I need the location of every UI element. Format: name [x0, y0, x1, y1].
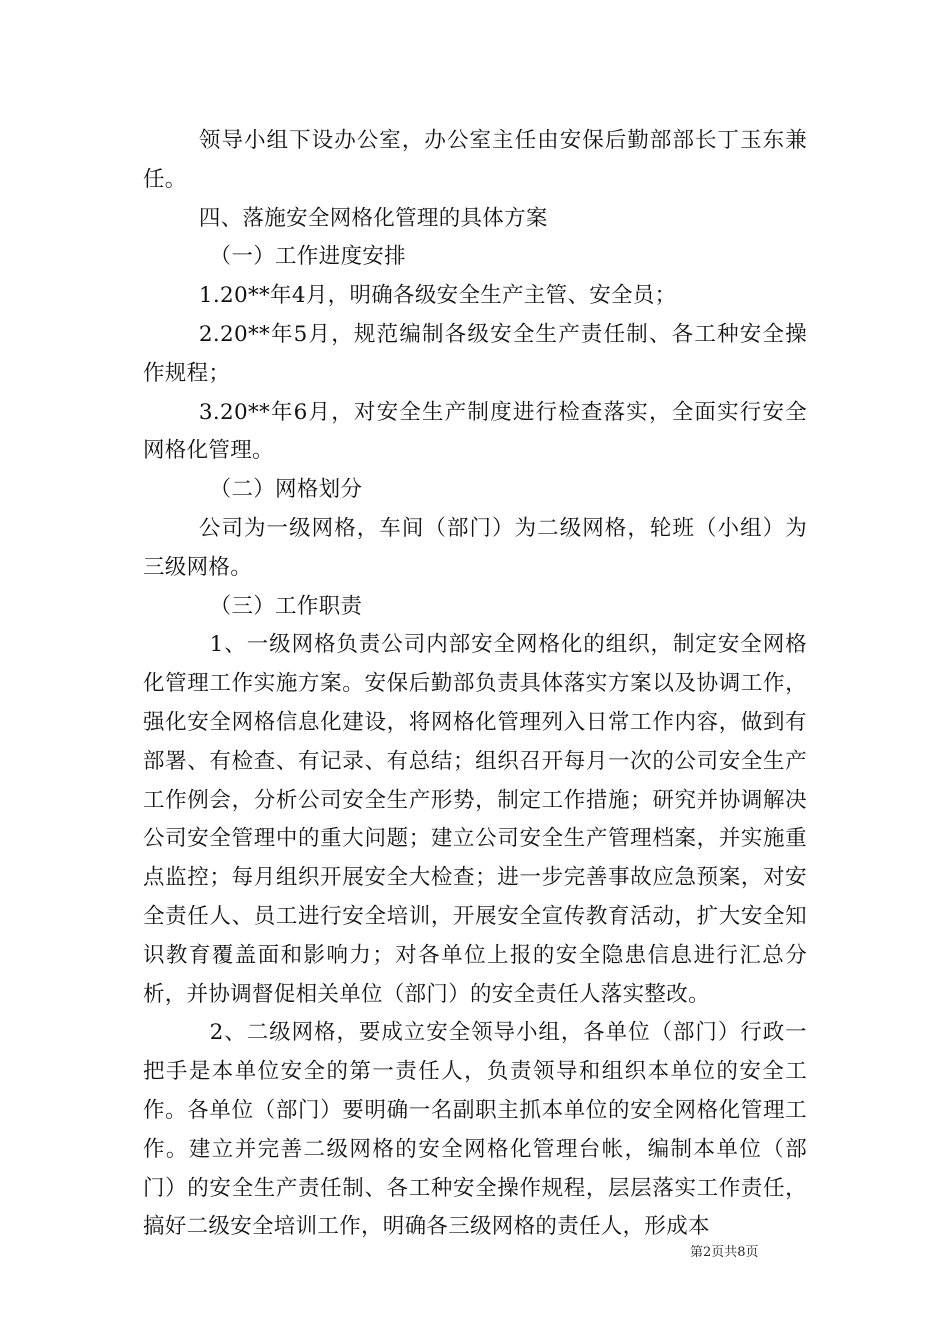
document-body: [143, 122, 807, 1247]
subheading-grid-division: （二）网格划分: [209, 477, 363, 503]
schedule-item-3: 3.20**年6月，对安全生产制度进行检查落实，全面实行安全网格化管理。: [143, 399, 807, 464]
paragraph-grid-division: 公司为一级网格，车间（部门）为二级网格，轮班（小组）为三级网格。: [143, 515, 807, 580]
schedule-item-2: 2.20**年5月，规范编制各级安全生产责任制、各工种安全操作规程；: [143, 321, 807, 386]
section-heading-grid-plan: 四、落施安全网格化管理的具体方案: [198, 205, 548, 231]
schedule-item-1: 1.20**年4月，明确各级安全生产主管、安全员；: [198, 283, 677, 309]
subheading-schedule: （一）工作进度安排: [209, 244, 406, 270]
page-number: 第2页共8页: [690, 1245, 759, 1260]
paragraph-level-2-duties: 2、二级网格，要成立安全领导小组，各单位（部门）行政一把手是本单位安全的第一责任人，负责领导和组织本单位的安全工作。各单位（部门）要明确一名副职主抓本单位的安全网格化管理工作。建立并完善二级网格的安全网格化管理台帐，编制本单位（部门）的安全生产责任制、各工种安全操作规程，层层落实工作责任，搞好二级安全培训工作，明确各三级网格的责任人，形成本: [143, 1020, 807, 1240]
paragraph-level-1-duties: 1、一级网格负责公司内部安全网格化的组织，制定安全网格化管理工作实施方案。安保后勤部负责具体落实方案以及协调工作，强化安全网格信息化建设，将网格化管理列入日常工作内容，做到有部署、有检查、有记录、有总结；组织召开每月一次的公司安全生产工作例会，分析公司安全生产形势，制定工作措施；研究并协调解决公司安全管理中的重大问题；建立公司安全生产管理档案，并实施重点监控；每月组织开展安全大检查；进一步完善事故应急预案，对安全责任人、员工进行安全培训，开展安全宣传教育活动，扩大安全知识教育覆盖面和影响力；对各单位上报的安全隐患信息进行汇总分析，并协调督促相关单位（部门）的安全责任人落实整改。: [143, 632, 807, 1007]
subheading-duties: （三）工作职责: [209, 593, 363, 619]
paragraph-office-setup: 领导小组下设办公室，办公室主任由安保后勤部部长丁玉东兼任。: [143, 128, 807, 192]
